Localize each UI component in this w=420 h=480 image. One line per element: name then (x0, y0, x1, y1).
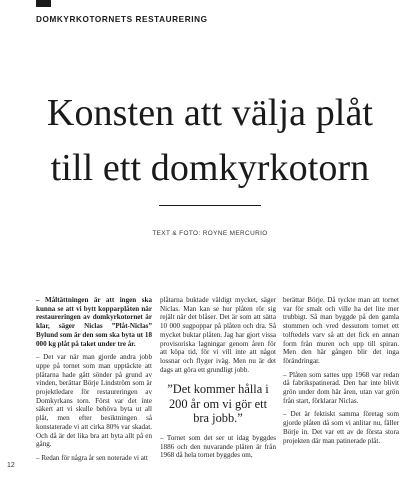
article-title (0, 86, 420, 196)
section-label: DOMKYRKOTORNETS RESTAURERING (36, 15, 208, 24)
paragraph: – Det var när man gjorde andra jobb uppe på tornet som man upptäckte att plåtarna hade gått sönder på grund av vinden, berättar Börje Lindström som är projektledare för restaureringen av Domkyrkans torn. Först var det inte säkert att vi skulle behöva byta ut all plåt, men efter besiktningen så konstaterade vi att cirka 80% var skadat. Och då är det lika bra att byta allt på en gång. (36, 353, 152, 449)
top-accent-bar (36, 0, 51, 7)
paragraph: plåtarna buktade väldigt mycket, säger Niclas. Man kan se hur plåten rör sig rejält när det blåser. Det är som att sätta 10 000 sugpoppar på plåten och dra. Så mycket buktar plåten. Jag har gjort vissa provisoriska lagningar genom åren för att köpa tid, för vi vill inte att något lossnar och flyger iväg. Men nu är det dags att göra ett grundligt jobb. (160, 296, 276, 374)
pull-quote: ”Det kommer hålla i 200 år om vi gör ett bra jobb.” (167, 382, 269, 426)
article-column-3 (283, 296, 399, 450)
paragraph: berättar Börje. Då tyckte man att tornet var för smalt och ville ha det lite mer trubbigt. Så man byggde på den gamla stommen och vred dessutom tornet ett tolftedels varv så att det fick en annan form från muren och upp till spiran. Men den här gången blir det inga förändringar. (283, 296, 399, 365)
title-divider (159, 205, 261, 206)
article-lead: – Måltättningen är att ingen ska kunna se att vi bytt kopparplåten när restaureringen av domkyrkotornet är klar, säger Niclas ”Plåt-Niclas” Bylund som är den som ska byta ut 18 000 kg plåt på taket under tre år. (36, 296, 152, 348)
page-number: 12 (7, 462, 15, 469)
article-credit: TEXT & FOTO: ROYNE MERCURIO (152, 230, 268, 237)
title-line-2: till ett domkyrkotorn (50, 147, 370, 189)
paragraph: – Plåten som sattes upp 1968 var redan då fabrikspatinerad. Den har inte blivit grön under dom här åren, utan var grön från start, förklarar Niclas. (283, 370, 399, 405)
paragraph: – Det är fektiskt samma företag som gjorde plåten då som vi anlitar nu, fäller Börje in. Det var ett av de första stora projekten där man patinerade plåt. (283, 410, 399, 445)
article-column-1 (36, 296, 152, 468)
title-line-1: Konsten att välja plåt (46, 92, 374, 134)
article-column-2 (160, 296, 276, 465)
paragraph: – Redan för några år sen noterade vi att (36, 453, 148, 462)
paragraph: – Tornet som det ser ut idag byggdes 1886 och den nuvarande plåten är från 1968 då hela tornet byggdes om, (160, 433, 276, 460)
